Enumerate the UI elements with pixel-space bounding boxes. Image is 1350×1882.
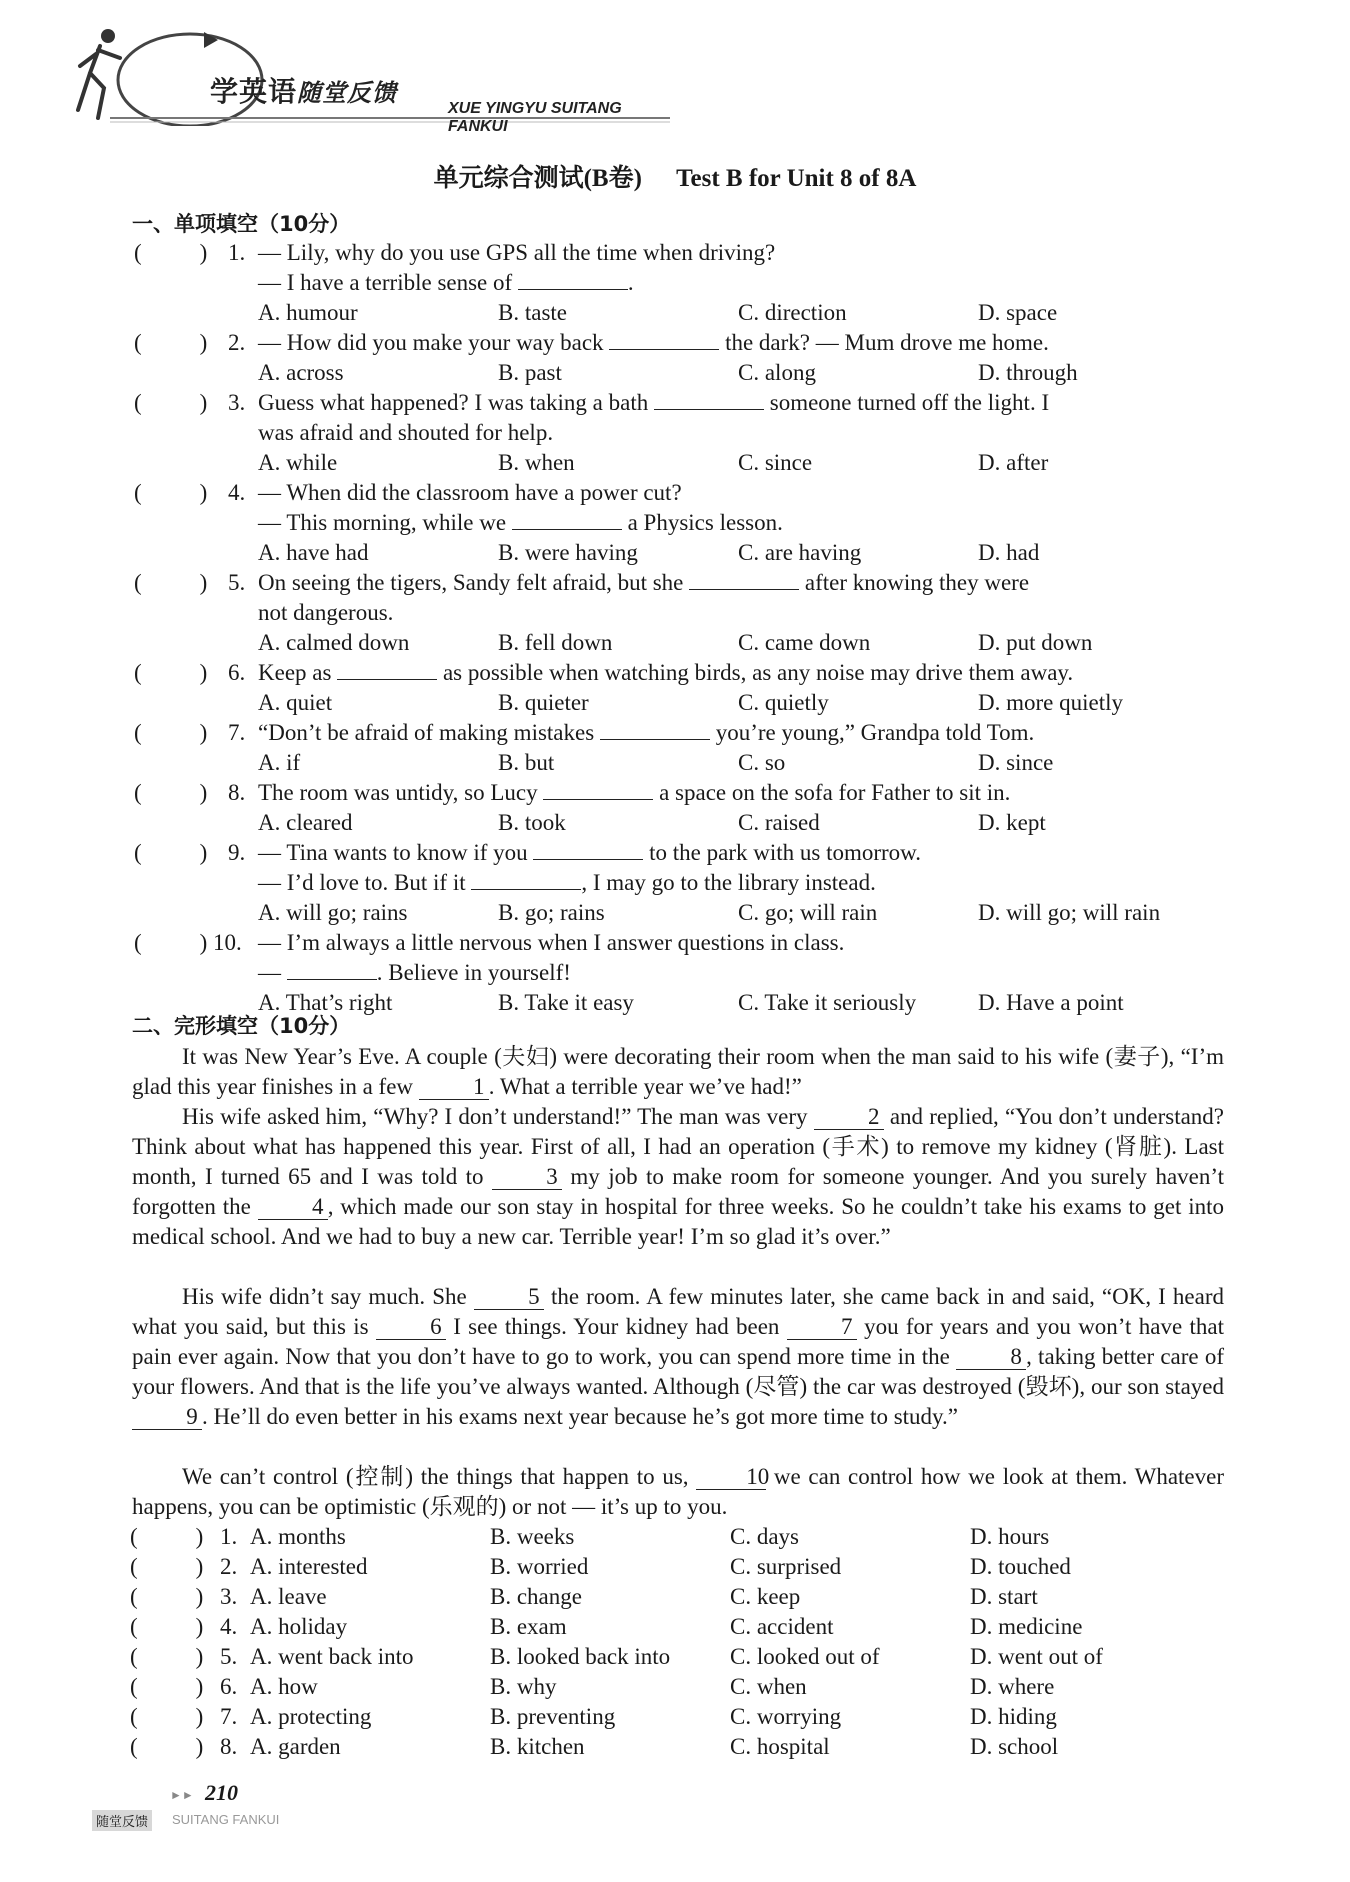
page-number: 210	[205, 1780, 238, 1805]
option-a: A. humour	[258, 300, 358, 325]
option-a: A. months	[250, 1524, 346, 1549]
option-b: B. change	[490, 1584, 582, 1609]
option-b: B. were having	[498, 540, 638, 565]
question-text	[258, 418, 553, 448]
answer-bracket[interactable]: ( )	[130, 1644, 204, 1669]
passage-blank[interactable]: 5	[474, 1285, 544, 1310]
question-number: 7.	[220, 1704, 238, 1729]
option-a: A. quiet	[258, 690, 333, 715]
option-a: A. That’s right	[258, 990, 393, 1015]
question-text-segment: you’re young,” Grandpa told Tom.	[709, 720, 1035, 745]
passage-paragraph-1: It was New Year’s Eve. A couple (夫妇) were decorating their room when the man said to his wife (妻子), “I’m glad this year finishes in a few 1 . What a terrible year we’ve had!”	[132, 1044, 1224, 1099]
page-title	[0, 158, 1350, 194]
option-b: B. when	[498, 450, 575, 475]
option-a: A. leave	[250, 1584, 327, 1609]
answer-bracket[interactable]: ( )	[130, 1674, 204, 1699]
answer-blank[interactable]	[543, 778, 653, 800]
question-text	[258, 508, 783, 538]
option-b: B. fell down	[498, 630, 613, 655]
question-number: 1.	[220, 1524, 238, 1549]
option-a: A. across	[258, 360, 344, 385]
option-b: B. Take it easy	[498, 990, 634, 1015]
option-b: B. kitchen	[490, 1734, 585, 1759]
question-number: 4.	[220, 1614, 238, 1639]
question-text-segment: On seeing the tigers, Sandy felt afraid, but she	[258, 570, 690, 595]
passage-blank[interactable]: 2	[814, 1105, 884, 1130]
question-number: 2.	[228, 330, 246, 355]
option-a: A. holiday	[250, 1614, 348, 1639]
question-number: 2.	[220, 1554, 238, 1579]
answer-blank[interactable]	[512, 508, 622, 530]
page-title-en: Test B for Unit 8 of 8A	[676, 165, 917, 192]
option-d: D. school	[970, 1734, 1059, 1759]
question-text-segment: Guess what happened? I was taking a bath	[258, 390, 654, 415]
question-number: 5.	[220, 1644, 238, 1669]
option-d: D. since	[978, 750, 1054, 775]
question-text-segment: after knowing they were	[799, 570, 1030, 595]
answer-blank[interactable]	[600, 718, 710, 740]
question-text	[258, 778, 1010, 808]
question-text-segment: a space on the sofa for Father to sit in.	[653, 780, 1011, 805]
option-b: B. go; rains	[498, 900, 605, 925]
option-a: A. if	[258, 750, 301, 775]
question-text-segment: someone turned off the light. I	[764, 390, 1050, 415]
question-number: 5.	[228, 570, 246, 595]
passage-blank[interactable]: 1	[419, 1075, 489, 1100]
header-title-en: XUE YINGYU SUITANG FANKUI	[448, 100, 622, 135]
answer-bracket[interactable]: ( )	[130, 1584, 204, 1609]
question-text	[258, 958, 571, 988]
passage-blank[interactable]: 10	[696, 1465, 766, 1490]
question-text-segment: a Physics lesson.	[621, 510, 783, 535]
option-d: D. where	[970, 1674, 1055, 1699]
option-a: A. have had	[258, 540, 369, 565]
question-text	[258, 478, 682, 508]
option-b: B. exam	[490, 1614, 567, 1639]
option-d: D. after	[978, 450, 1049, 475]
question-text	[258, 568, 1029, 598]
option-d: D. hours	[970, 1524, 1050, 1549]
answer-bracket[interactable]: ( )	[134, 660, 208, 685]
passage-blank[interactable]: 9	[132, 1405, 202, 1430]
answer-bracket[interactable]: ( )	[134, 240, 208, 265]
option-d: D. more quietly	[978, 690, 1123, 715]
question-text-segment: — I’d love to. But if it	[258, 870, 472, 895]
footer-label-en: SUITANG FANKUI	[172, 1812, 280, 1827]
question-text-segment: — I have a terrible sense of	[258, 270, 518, 295]
option-c: C. keep	[730, 1584, 801, 1609]
question-text-segment: “Don’t be afraid of making mistakes	[258, 720, 600, 745]
answer-blank[interactable]	[337, 658, 437, 680]
passage-paragraph-4: We can’t control (控制) the things that happen to us, 10 we can control how we look at them. Whatever happens, you can be optimistic (乐观的) or not — it’s up to you.	[132, 1464, 1224, 1519]
question-text-segment: — When did the classroom have a power cut?	[258, 480, 682, 505]
option-c: C. go; will rain	[738, 900, 878, 925]
option-b: B. preventing	[490, 1704, 616, 1729]
option-b: B. quieter	[498, 690, 589, 715]
question-number: 8.	[228, 780, 246, 805]
question-number: 7.	[228, 720, 246, 745]
option-a: A. protecting	[250, 1704, 372, 1729]
question-text	[258, 868, 876, 898]
answer-bracket[interactable]: ( )	[134, 720, 208, 745]
page-header	[70, 18, 670, 135]
question-text-segment: — Tina wants to know if you	[258, 840, 534, 865]
option-c: C. came down	[738, 630, 871, 655]
option-b: B. took	[498, 810, 566, 835]
option-b: B. why	[490, 1674, 557, 1699]
option-c: C. accident	[730, 1614, 834, 1639]
answer-bracket[interactable]: ( )	[134, 840, 208, 865]
question-text	[258, 238, 775, 268]
question-text	[258, 388, 1049, 418]
option-d: D. will go; will rain	[978, 900, 1161, 925]
option-c: C. so	[738, 750, 786, 775]
question-text	[258, 718, 1034, 748]
option-a: A. while	[258, 450, 338, 475]
option-a: A. garden	[250, 1734, 341, 1759]
question-text	[258, 328, 1049, 358]
passage-paragraph-2: His wife asked him, “Why? I don’t understand!” The man was very 2 and replied, “You don’t understand? Think about what has happened this year. First of all, I had an operation (手术) to remove my kidney (肾脏). Last month, I turned 65 and I was told to 3 my job to make room for someone younger. And you surely haven’t forgotten the 4 , which made our son stay in hospital for three weeks. So he couldn’t take his exams to get into medical school. And we had to buy a new car. Terrible year! I’m so glad it’s over.”	[132, 1104, 1225, 1249]
question-text-segment: —	[258, 960, 287, 985]
passage-blank[interactable]: 3	[492, 1165, 562, 1190]
option-a: A. will go; rains	[258, 900, 408, 925]
option-b: B. but	[498, 750, 555, 775]
passage-blank[interactable]: 8	[956, 1345, 1026, 1370]
answer-blank[interactable]	[287, 958, 377, 980]
answer-bracket[interactable]: ( )	[134, 330, 208, 355]
question-text-segment: , I may go to the library instead.	[581, 870, 876, 895]
option-b: B. taste	[498, 300, 567, 325]
question-text-segment: Keep as	[258, 660, 338, 685]
answer-blank[interactable]	[518, 268, 628, 290]
option-c: C. looked out of	[730, 1644, 880, 1669]
question-text	[258, 658, 1073, 688]
option-d: D. touched	[970, 1554, 1071, 1579]
option-c: C. worrying	[730, 1704, 842, 1729]
question-text-segment: not dangerous.	[258, 600, 394, 625]
question-text	[258, 838, 921, 868]
section2-heading: 二、完形填空（10分）	[132, 1014, 351, 1038]
question-number: 4.	[228, 480, 246, 505]
question-text-segment: — Lily, why do you use GPS all the time when driving?	[258, 240, 776, 265]
question-text-segment: as possible when watching birds, as any noise may drive them away.	[437, 660, 1074, 685]
footer-label-zh: 随堂反馈	[92, 1810, 152, 1831]
question-text-segment: — I’m always a little nervous when I answer questions in class.	[258, 930, 845, 955]
answer-bracket[interactable]: ( )	[134, 390, 208, 415]
answer-bracket[interactable]: ( )	[134, 480, 208, 505]
option-c: C. surprised	[730, 1554, 842, 1579]
option-d: D. went out of	[970, 1644, 1103, 1669]
option-c: C. days	[730, 1524, 799, 1549]
question-text-segment: — This morning, while we	[258, 510, 512, 535]
question-text	[258, 598, 393, 628]
option-c: C. direction	[738, 300, 847, 325]
answer-bracket[interactable]: ( )	[130, 1704, 204, 1729]
option-a: A. cleared	[258, 810, 353, 835]
question-text-segment: the dark? — Mum drove me home.	[719, 330, 1049, 355]
option-c: C. along	[738, 360, 816, 385]
question-number: 3.	[228, 390, 246, 415]
question-text-segment: was afraid and shouted for help.	[258, 420, 554, 445]
option-d: D. hiding	[970, 1704, 1057, 1729]
passage-paragraph-3: His wife didn’t say much. She 5 the room. A few minutes later, she came back in and said, “OK, I heard what you said, but this is 6 I see things. Your kidney had been 7 you for years and you won’t have that pain ever again. Now that you don’t have to go to work, you can spend more time in the 8 , taking better care of your flowers. And that is the life you’ve always wanted. Although (尽管) the car was destroyed (毁坏), our son stayed 9 . He’ll do even better in his exams next year because he’s got more time to study.”	[132, 1284, 1224, 1429]
question-text-segment: — How did you make your way back	[258, 330, 610, 355]
passage-blank[interactable]: 7	[787, 1315, 857, 1340]
answer-blank[interactable]	[609, 328, 719, 350]
page-title-zh: 单元综合测试(B卷)	[433, 165, 642, 192]
footer-arrow-icon: ►►	[170, 1788, 194, 1802]
option-b: B. looked back into	[490, 1644, 671, 1669]
passage-blank[interactable]: 6	[376, 1315, 446, 1340]
option-d: D. medicine	[970, 1614, 1083, 1639]
question-number: 6.	[228, 660, 246, 685]
option-c: C. Take it seriously	[738, 990, 917, 1015]
question-text-segment: to the park with us tomorrow.	[643, 840, 922, 865]
question-text-segment: .	[627, 270, 634, 295]
option-c: C. raised	[738, 810, 820, 835]
question-number: 9.	[228, 840, 246, 865]
question-number: 1.	[228, 240, 246, 265]
option-b: B. worried	[490, 1554, 589, 1579]
option-c: C. are having	[738, 540, 862, 565]
answer-bracket[interactable]: ( )	[130, 1524, 204, 1549]
option-b: B. weeks	[490, 1524, 575, 1549]
header-title-zh: 学英语随堂反馈	[210, 75, 398, 108]
question-text	[258, 928, 844, 958]
option-c: C. since	[738, 450, 813, 475]
question-text-segment: . Believe in yourself!	[376, 960, 571, 985]
option-d: D. had	[978, 540, 1040, 565]
option-a: A. went back into	[250, 1644, 414, 1669]
option-d: D. start	[970, 1584, 1038, 1609]
option-a: A. interested	[250, 1554, 368, 1579]
answer-blank[interactable]	[533, 838, 643, 860]
option-b: B. past	[498, 360, 562, 385]
passage-blank[interactable]: 4	[258, 1195, 328, 1220]
option-a: A. calmed down	[258, 630, 410, 655]
answer-bracket[interactable]: ( )	[134, 780, 208, 805]
option-d: D. through	[978, 360, 1078, 385]
section1-heading: 一、单项填空（10分）	[132, 212, 351, 236]
question-text	[258, 268, 634, 298]
answer-bracket[interactable]: ( )	[134, 570, 208, 595]
question-number: 3.	[220, 1584, 238, 1609]
question-text-segment: The room was untidy, so Lucy	[258, 780, 544, 805]
answer-bracket[interactable]: ( )	[130, 1734, 204, 1759]
answer-bracket[interactable]: ( )	[130, 1554, 204, 1579]
answer-blank[interactable]	[471, 868, 581, 890]
option-d: D. Have a point	[978, 990, 1124, 1015]
option-c: C. when	[730, 1674, 807, 1699]
question-number: 8.	[220, 1734, 238, 1759]
option-d: D. kept	[978, 810, 1046, 835]
question-number: 10.	[213, 930, 242, 955]
option-d: D. space	[978, 300, 1058, 325]
answer-bracket[interactable]: ( )	[134, 930, 208, 955]
answer-blank[interactable]	[689, 568, 799, 590]
question-number: 6.	[220, 1674, 238, 1699]
option-d: D. put down	[978, 630, 1093, 655]
option-a: A. how	[250, 1674, 318, 1699]
answer-blank[interactable]	[654, 388, 764, 410]
option-c: C. hospital	[730, 1734, 830, 1759]
option-c: C. quietly	[738, 690, 829, 715]
answer-bracket[interactable]: ( )	[130, 1614, 204, 1639]
